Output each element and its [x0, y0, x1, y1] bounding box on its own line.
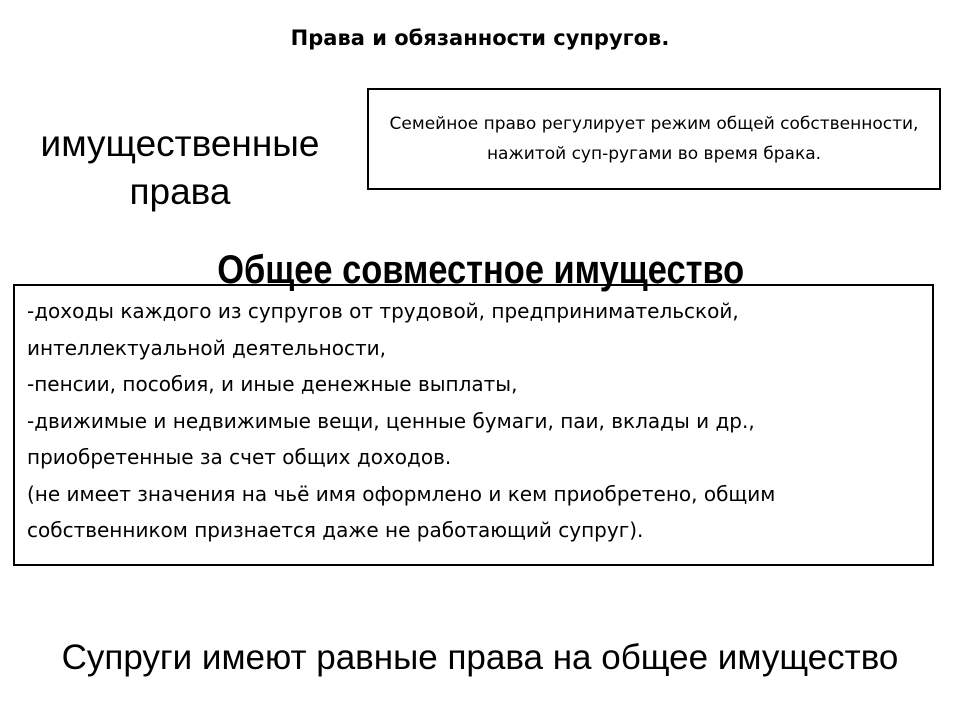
joint-property-heading: Общее совместное имущество — [217, 248, 745, 292]
list-item-property: -движимые и недвижимые вещи, ценные бумаги, паи, вклады и др., приобретенные за счет общих доходов. — [27, 408, 755, 469]
family-law-info-text: Семейное право регулирует режим общей собственности, нажитой суп-ругами во время брака. — [389, 114, 919, 164]
equal-rights-statement: Супруги имеют равные права на общее имущество — [61, 638, 899, 677]
property-rights-heading — [10, 120, 350, 216]
list-item-income: -доходы каждого из супругов от трудовой, предпринимательской, интеллектуальной деятельности, — [27, 299, 739, 360]
slide-title: Права и обязанности супругов. — [290, 26, 670, 50]
list-item-note: (не имеет значения на чьё имя оформлено и кем приобретено, общим собственником признается даже не работающий супруг). — [27, 481, 776, 542]
family-law-info-box — [367, 88, 941, 190]
list-item-pensions: -пенсии, пособия, и иные денежные выплаты, — [27, 372, 518, 396]
property-rights-heading-line2: права — [129, 171, 231, 212]
property-rights-heading-line1: имущественные — [40, 123, 320, 164]
joint-property-list-box — [13, 284, 934, 566]
